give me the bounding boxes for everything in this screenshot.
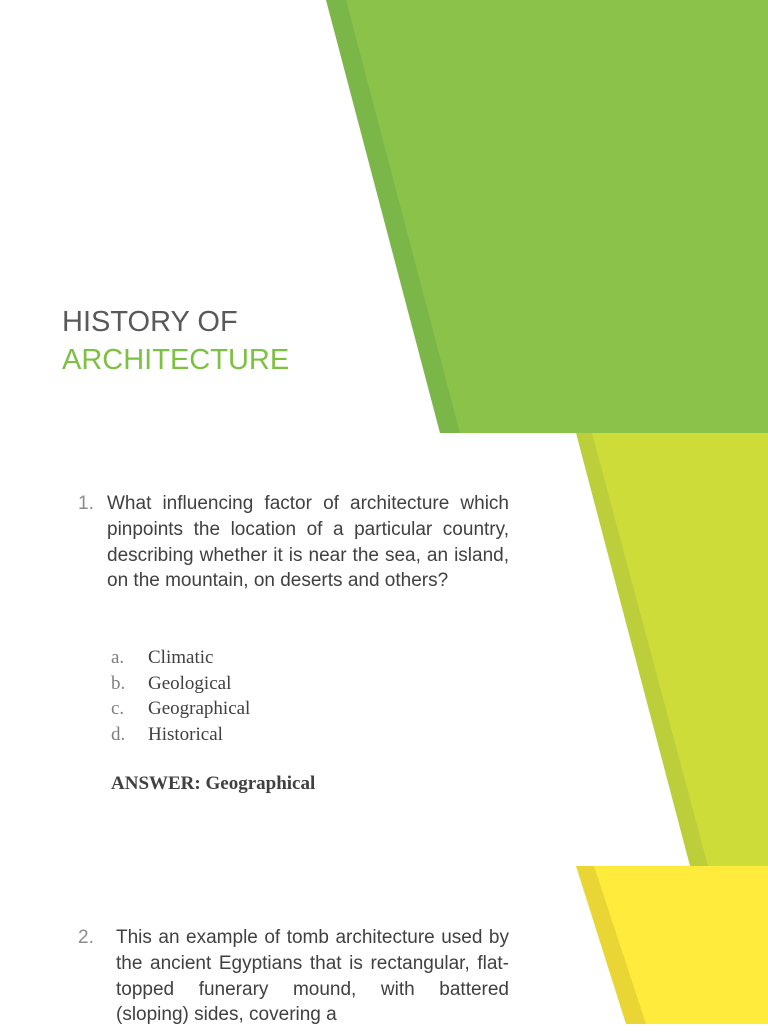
question-number: 1. (78, 493, 94, 514)
choice-item (111, 645, 250, 671)
choice-label: Climatic (148, 647, 214, 668)
choice-label: Historical (148, 724, 223, 746)
choice-letter: b. (111, 672, 126, 694)
question-text: This an example of tomb architecture used by the ancient Egyptians that is rectangular, flat-topped funerary mound, with battered (sloping) sides, covering a (116, 927, 509, 1026)
answer-choices (111, 645, 250, 748)
slide-title (62, 303, 289, 379)
answer-text: ANSWER: Geographical (111, 773, 316, 794)
choice-label: Geographical (148, 698, 251, 720)
choice-item (111, 671, 250, 697)
title-line-1: HISTORY OF (62, 306, 238, 338)
green-shape (346, 0, 768, 433)
question-1 (78, 491, 510, 631)
choice-letter: d. (111, 724, 126, 746)
choice-label: Geological (148, 672, 232, 694)
question-2 (78, 925, 510, 1035)
question-text: What influencing factor of architecture which pinpoints the location of a particular country, describing whether it is near the sea, an island, on the mountain, on deserts and others? (107, 493, 509, 592)
choice-item (111, 696, 250, 722)
question-number: 2. (78, 927, 94, 948)
choice-item (111, 722, 250, 748)
choice-letter: c. (111, 698, 125, 720)
choice-letter: a. (111, 647, 125, 668)
title-line-2: ARCHITECTURE (62, 344, 290, 376)
